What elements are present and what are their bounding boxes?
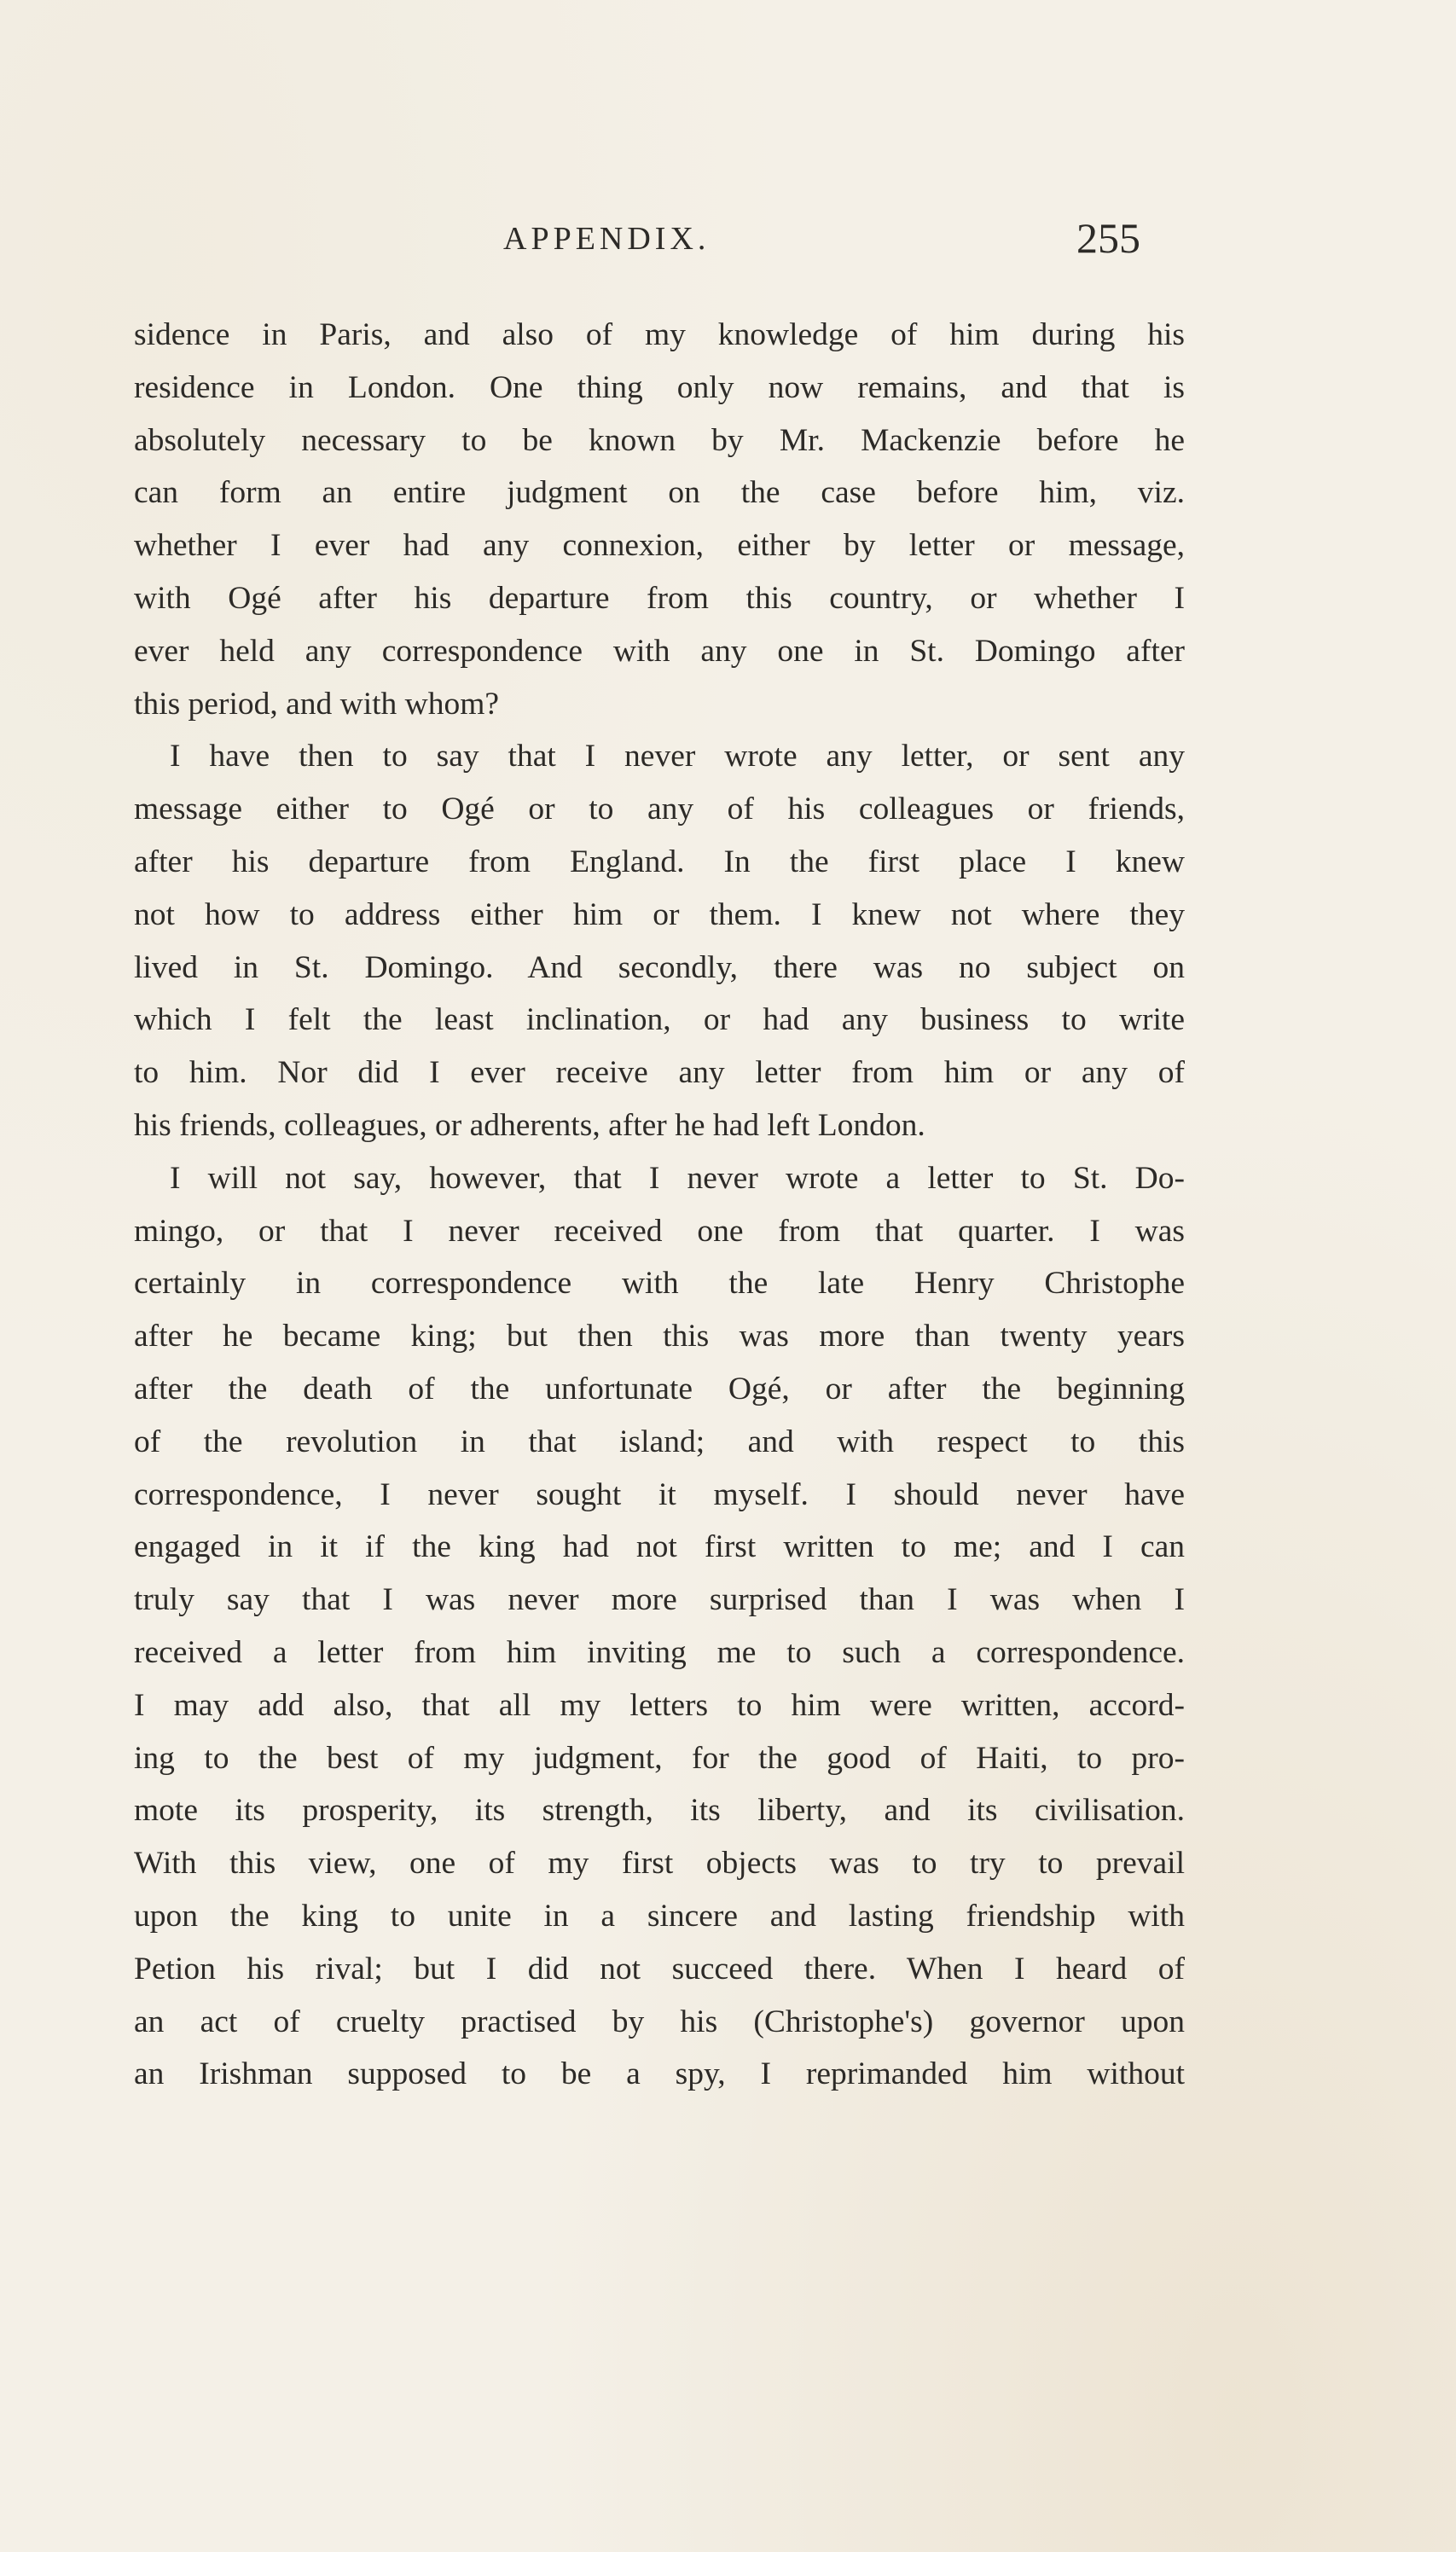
text-line: lived in St. Domingo. And secondly, there was no subject on	[134, 949, 1185, 985]
text-line: correspondence, I never sought it myself. I should never have	[134, 1476, 1185, 1512]
text-line: mote its prosperity, its strength, its liberty, and its civilisation.	[134, 1793, 1185, 1829]
page-number: 255	[1076, 214, 1140, 262]
text-line: message either to Ogé or to any of his colleagues or friends,	[134, 792, 1185, 827]
text-line: this period, and with whom?	[134, 686, 500, 722]
text-line: which I felt the least inclination, or had any business to write	[134, 1002, 1185, 1038]
text-line: upon the king to unite in a sincere and lasting friendship with	[134, 1898, 1185, 1934]
text-line: Petion his rival; but I did not succeed there. When I heard of	[134, 1951, 1185, 1986]
text-line: I have then to say that I never wrote any letter, or sent any	[170, 739, 1185, 774]
text-line: engaged in it if the king had not first written to me; and I can	[134, 1529, 1185, 1565]
text-line: of the revolution in that island; and with respect to this	[134, 1424, 1185, 1459]
text-line: mingo, or that I never received one from that quarter. I was	[134, 1213, 1185, 1249]
text-line: his friends, colleagues, or adherents, after he had left London.	[134, 1107, 925, 1143]
text-line: received a letter from him inviting me to such a correspondence.	[134, 1634, 1185, 1670]
text-line: sidence in Paris, and also of my knowledge of him during his	[134, 317, 1185, 352]
text-line: an act of cruelty practised by his (Christophe's) governor upon	[134, 2004, 1185, 2039]
text-line: with Ogé after his departure from this country, or whether I	[134, 580, 1185, 616]
text-line: after he became king; but then this was more than twenty years	[134, 1319, 1185, 1354]
text-line: I will not say, however, that I never wrote a letter to St. Do-	[170, 1160, 1185, 1196]
running-head: APPENDIX.	[503, 221, 711, 257]
text-line: residence in London. One thing only now remains, and that is	[134, 369, 1185, 405]
text-line: certainly in correspondence with the late Henry Christophe	[134, 1266, 1185, 1302]
text-line: absolutely necessary to be known by Mr. Mackenzie before he	[134, 422, 1185, 458]
text-line: With this view, one of my first objects was to try to prevail	[134, 1846, 1185, 1882]
text-line: truly say that I was never more surprised than I was when I	[134, 1582, 1185, 1618]
text-line: I may add also, that all my letters to him were written, accord-	[134, 1687, 1185, 1723]
text-line: after his departure from England. In the first place I knew	[134, 844, 1185, 879]
text-line: not how to address either him or them. I knew not where they	[134, 896, 1185, 932]
text-line: can form an entire judgment on the case before him, viz.	[134, 475, 1185, 511]
text-line: to him. Nor did I ever receive any letter from him or any of	[134, 1055, 1185, 1091]
body-text	[134, 309, 1185, 2101]
text-line: whether I ever had any connexion, either by letter or message,	[134, 528, 1185, 564]
text-line: after the death of the unfortunate Ogé, or after the beginning	[134, 1371, 1185, 1406]
text-line: an Irishman supposed to be a spy, I reprimanded him without	[134, 2056, 1185, 2092]
text-line: ing to the best of my judgment, for the good of Haiti, to pro-	[134, 1740, 1185, 1776]
text-line: ever held any correspondence with any one in St. Domingo after	[134, 633, 1185, 669]
